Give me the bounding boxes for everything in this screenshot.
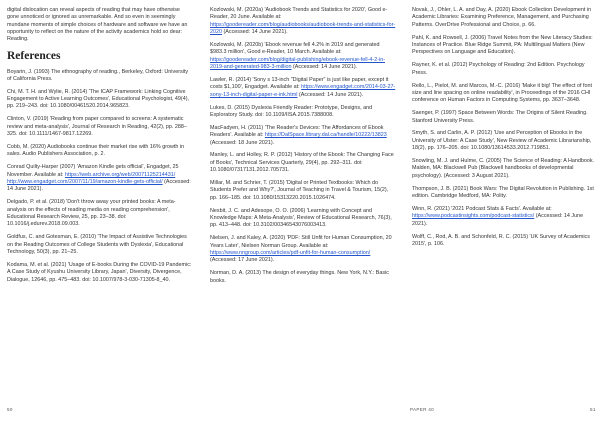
reference-text: Rello, L., Pielot, M. and Marcos, M.-C. (2016) 'Make it big! The effect of font size and line spacing on online readability', in Proceedings of the 2016 CHI conference on Human Factors in Computing Systems, pp. 3637–3648. (412, 82, 592, 104)
reference-text: Boyarin, J. (1993) The ethnography of reading., Berkeley, Oxford: University of California Press. (7, 68, 189, 82)
reference-text: Pahl, K. and Rowsell, J. (2006) Travel Notes from the New Literacy Studies: Instances of Practice. Blue Ridge Summit, PA: Multilingual Matters (New Perspectives on Language and Education). (412, 34, 593, 56)
reference-text: Kozlowski, M. (2020a) 'Audiobook Trends and Statistics for 2020', Good e-Reader, 20 June. Available at: (210, 7, 388, 21)
reference-entry (412, 35, 598, 57)
reference-entry (412, 186, 598, 201)
reference-accessed: (Accessed: 17 June 2021). (210, 257, 275, 264)
page-number-left: 50 (7, 407, 13, 412)
reference-text: Lawler, R. (2014) 'Sony s 13-inch "Digital Paper" is just like paper, except it costs $1,100', Engadget. Available at: (210, 76, 389, 91)
reference-accessed: (Accessed: 18 June 2021). (210, 139, 275, 146)
reference-entry (412, 62, 598, 77)
left-column (7, 7, 193, 290)
reference-text: Chi, M. T. H. and Wylie, R. (2014) 'The ICAP Framework: Linking Cognitive Engagement to Active Learning Outcomes', Educational Psychologist, 49(4), pp. 219–243. doi: 10.1080/00461520.2014.965823. (7, 88, 190, 110)
reference-text: Manley, L. and Holley, R. P. (2012) 'History of the Ebook: The Changing Face of Books', Technical Services Quarterly, 29(4), pp. 292–311. doi: 10.1080/07317131.2012.705731. (210, 152, 394, 174)
reference-entry (412, 206, 598, 228)
reference-accessed: (Accessed: 14 June 2021). (7, 179, 191, 193)
reference-entry (7, 164, 193, 193)
reference-text: Goldfus, C. and Gotesman, E. (2010) 'The Impact of Assistive Technologies on the Reading Outcomes of College Students with Dyslexia', Educational Technology, 50(3), pp. 21–25. (7, 234, 187, 255)
paper-label: PAPER 40 (410, 407, 435, 412)
reference-entry (7, 262, 193, 284)
reference-text: Lukes, D. (2015) Dyslexia Friendly Reader: Prototype, Designs, and Exploratory Study. doi: 10.1109/IISA.2015.7388008. (210, 104, 373, 118)
reference-entry (412, 110, 598, 125)
reference-accessed: (Accessed: 14 June 2021). (297, 91, 364, 98)
reference-link[interactable]: https://www.nngroup.com/articles/pdf-unfit-for-human-consumption/ (210, 250, 371, 257)
reference-link[interactable]: https://goodereader.com/blog/audiobooks/audiobook-trends-and-statistics-for-2020 (210, 21, 396, 36)
reference-entry (412, 7, 598, 29)
reference-entry (210, 208, 396, 230)
reference-text: Nielsen, J. and Kaley, A. (2020) 'PDF: Still Unfit for Human Consumption, 20 Years Later', Nielsen Norman Group. Available at: (210, 235, 392, 249)
reference-entry (210, 42, 396, 71)
reference-link[interactable]: https://www.podcastinsights.com/podcast-statistics/ (412, 213, 535, 220)
right-column (412, 7, 598, 254)
reference-entry (210, 77, 396, 99)
reference-text: Delgado, P. et al. (2018) 'Don't throw away your printed books: A meta-analysis on the effects of reading media on reading comprehension', Educational Research Review, 25, pp. 23–38. doi: 10.1016/j.edurev.2018.09.003. (7, 199, 176, 228)
reference-text: Nesbit, J. C. and Adesope, O. O. (2006) 'Learning with Concept and Knowledge Maps: A Meta-Analysis', Review of Educational Research, 76(3), pp. 413–448. doi: 10.3102/00346543076003413. (210, 207, 392, 229)
reference-text: Wolff, C., Rod, A. B. and Schonfeld, R. C. (2015) 'UK Survey of Academics 2015', p. 106. (412, 233, 590, 247)
reference-link[interactable]: https://www.engadget.com/2014-03-27-sony-13-inch-digital-paper-e-ink.html (210, 84, 396, 98)
reference-link[interactable]: https://web.archive.org/web/20071125214431/ http://www.engadget.com/2007/11/19/amazon-kindle-gets-official/ (7, 171, 176, 186)
reference-entry (210, 152, 396, 174)
reference-accessed: (Accessed: 14 June 2021). (412, 213, 584, 227)
reference-text: Millar, M. and Schrier, T. (2015) 'Digital or Printed Textbooks: Which do Students Prefer and Why?', Journal of Teaching in Travel & Tourism, 15(2), pp. 166–185. doi: 10.1080/15313220.2015.1026474. (210, 180, 389, 201)
intro-paragraph: digital dislocation can reveal aspects of reading that may have otherwise gone unnoticed or ignored as unremarkable. And so even in seemingly mundane moments of simple choices of hardware and software we have an opportunity to reflect on the nature of the activity academics hold so dear: Reading. (7, 7, 188, 43)
reference-text: Smyth, S. and Carlin, A. P. (2012) 'Use and Perception of Ebooks in the University of Ulster: A Case Study', New Review of Academic Librarianship, 18(2), pp. 176–205. doi: 10.1080/13614533.2012.719851. (412, 130, 592, 152)
reference-list-right (412, 7, 598, 248)
reference-text: Rayner, K. et al. (2012) Psychology of Reading: 2nd Edition. Psychology Press. (412, 62, 585, 76)
reference-list-left (7, 69, 193, 284)
reference-entry (7, 234, 193, 256)
reference-text: Snowling, M. J. and Hulme, C. (2005) The Science of Reading: A Handbook. Malden, MA: Blackwell Pub (Blackwell handbooks of developmental psychology). (Accessed: 3 August 2021). (412, 158, 595, 179)
reference-text: MacFadyen, H. (2011) 'The Reader's Devices: The Affordances of Ebook Readers'. Available at: (210, 124, 384, 139)
reference-text: Saenger, P. (1997) Space Between Words: The Origins of Silent Reading. Stanford University Press. (412, 110, 588, 124)
reference-entry (7, 69, 193, 84)
reference-link[interactable]: https://DalSpace.library.dal.ca/handle/10222/13823 (264, 132, 387, 139)
reference-link[interactable]: https://goodereader.com/blog/digital-publishing/ebook-revenue-fell-4-2-in-2019-and-generated-983-3-million (210, 56, 385, 70)
reference-entry (7, 199, 193, 228)
references-heading: References (7, 49, 61, 62)
reference-accessed: (Accessed: 14 June 2021). (222, 29, 288, 36)
reference-entry (412, 130, 598, 152)
reference-entry (210, 105, 396, 120)
reference-accessed: (Accessed: 14 June 2021). (291, 64, 358, 70)
reference-entry (210, 7, 396, 36)
reference-text: Cobb, M. (2020) Audiobooks continue their market rise with 16% growth in sales. Audio Publishers Association, p. 2. (7, 144, 185, 158)
reference-entry (7, 144, 193, 159)
reference-text: Novak, J., Ohler, L. A. and Day, A. (2020) Ebook Collection Development in Academic Libraries: Examining Preference, Management, and Purchasing Patterns. OverDrive Professional and Choice, p. 66. (412, 7, 592, 28)
reference-list-middle (210, 7, 396, 285)
reference-entry (210, 235, 396, 264)
reference-text: Thompson, J. B. (2021) Book Wars: The Digital Revolution in Publishing. 1st edition. Cambridge Medford, MA: Polity. (412, 185, 594, 200)
reference-text: Winn, R. (2021) '2021 Podcast Stats & Facts'. Available at: (412, 205, 552, 212)
reference-entry (412, 83, 598, 105)
reference-entry (412, 158, 598, 180)
reference-entry (210, 180, 396, 202)
middle-column (210, 7, 396, 291)
reference-text: Clinton, V. (2019) 'Reading from paper compared to screens: A systematic review and meta-analysis', Journal of Research in Reading, 42(2), pp. 288–325. doi: 10.1111/1467-9817.12269. (7, 116, 187, 138)
reference-entry (210, 270, 396, 285)
reference-text: Kodama, M. et al. (2021) 'Usage of E-books During the COVID-19 Pandemic: A Case Study of Kyushu University Library, Japan', Diversity, Divergence, Dialogue, 12646, pp. 475–483. doi: 10.1007/978-3-030-71305-8_40. (7, 261, 192, 283)
reference-entry (210, 125, 396, 147)
page-number-right: 51 (590, 407, 596, 412)
reference-entry (7, 89, 193, 111)
reference-entry (412, 234, 598, 249)
reference-text: Norman, D. A. (2013) The design of everyday things. New York, N.Y.: Basic books. (210, 270, 389, 284)
reference-text: Conrad Quilty-Harper (2007) 'Amazon Kindle gets official', Engadget, 25 November. Available at: (7, 164, 179, 178)
reference-entry (7, 116, 193, 138)
reference-text: Kozlowski, M. (2020b) 'Ebook revenue fell 4.2% in 2019 and generated $983.3 million', Good e-Reader, 10 March. Available at: (210, 41, 380, 56)
